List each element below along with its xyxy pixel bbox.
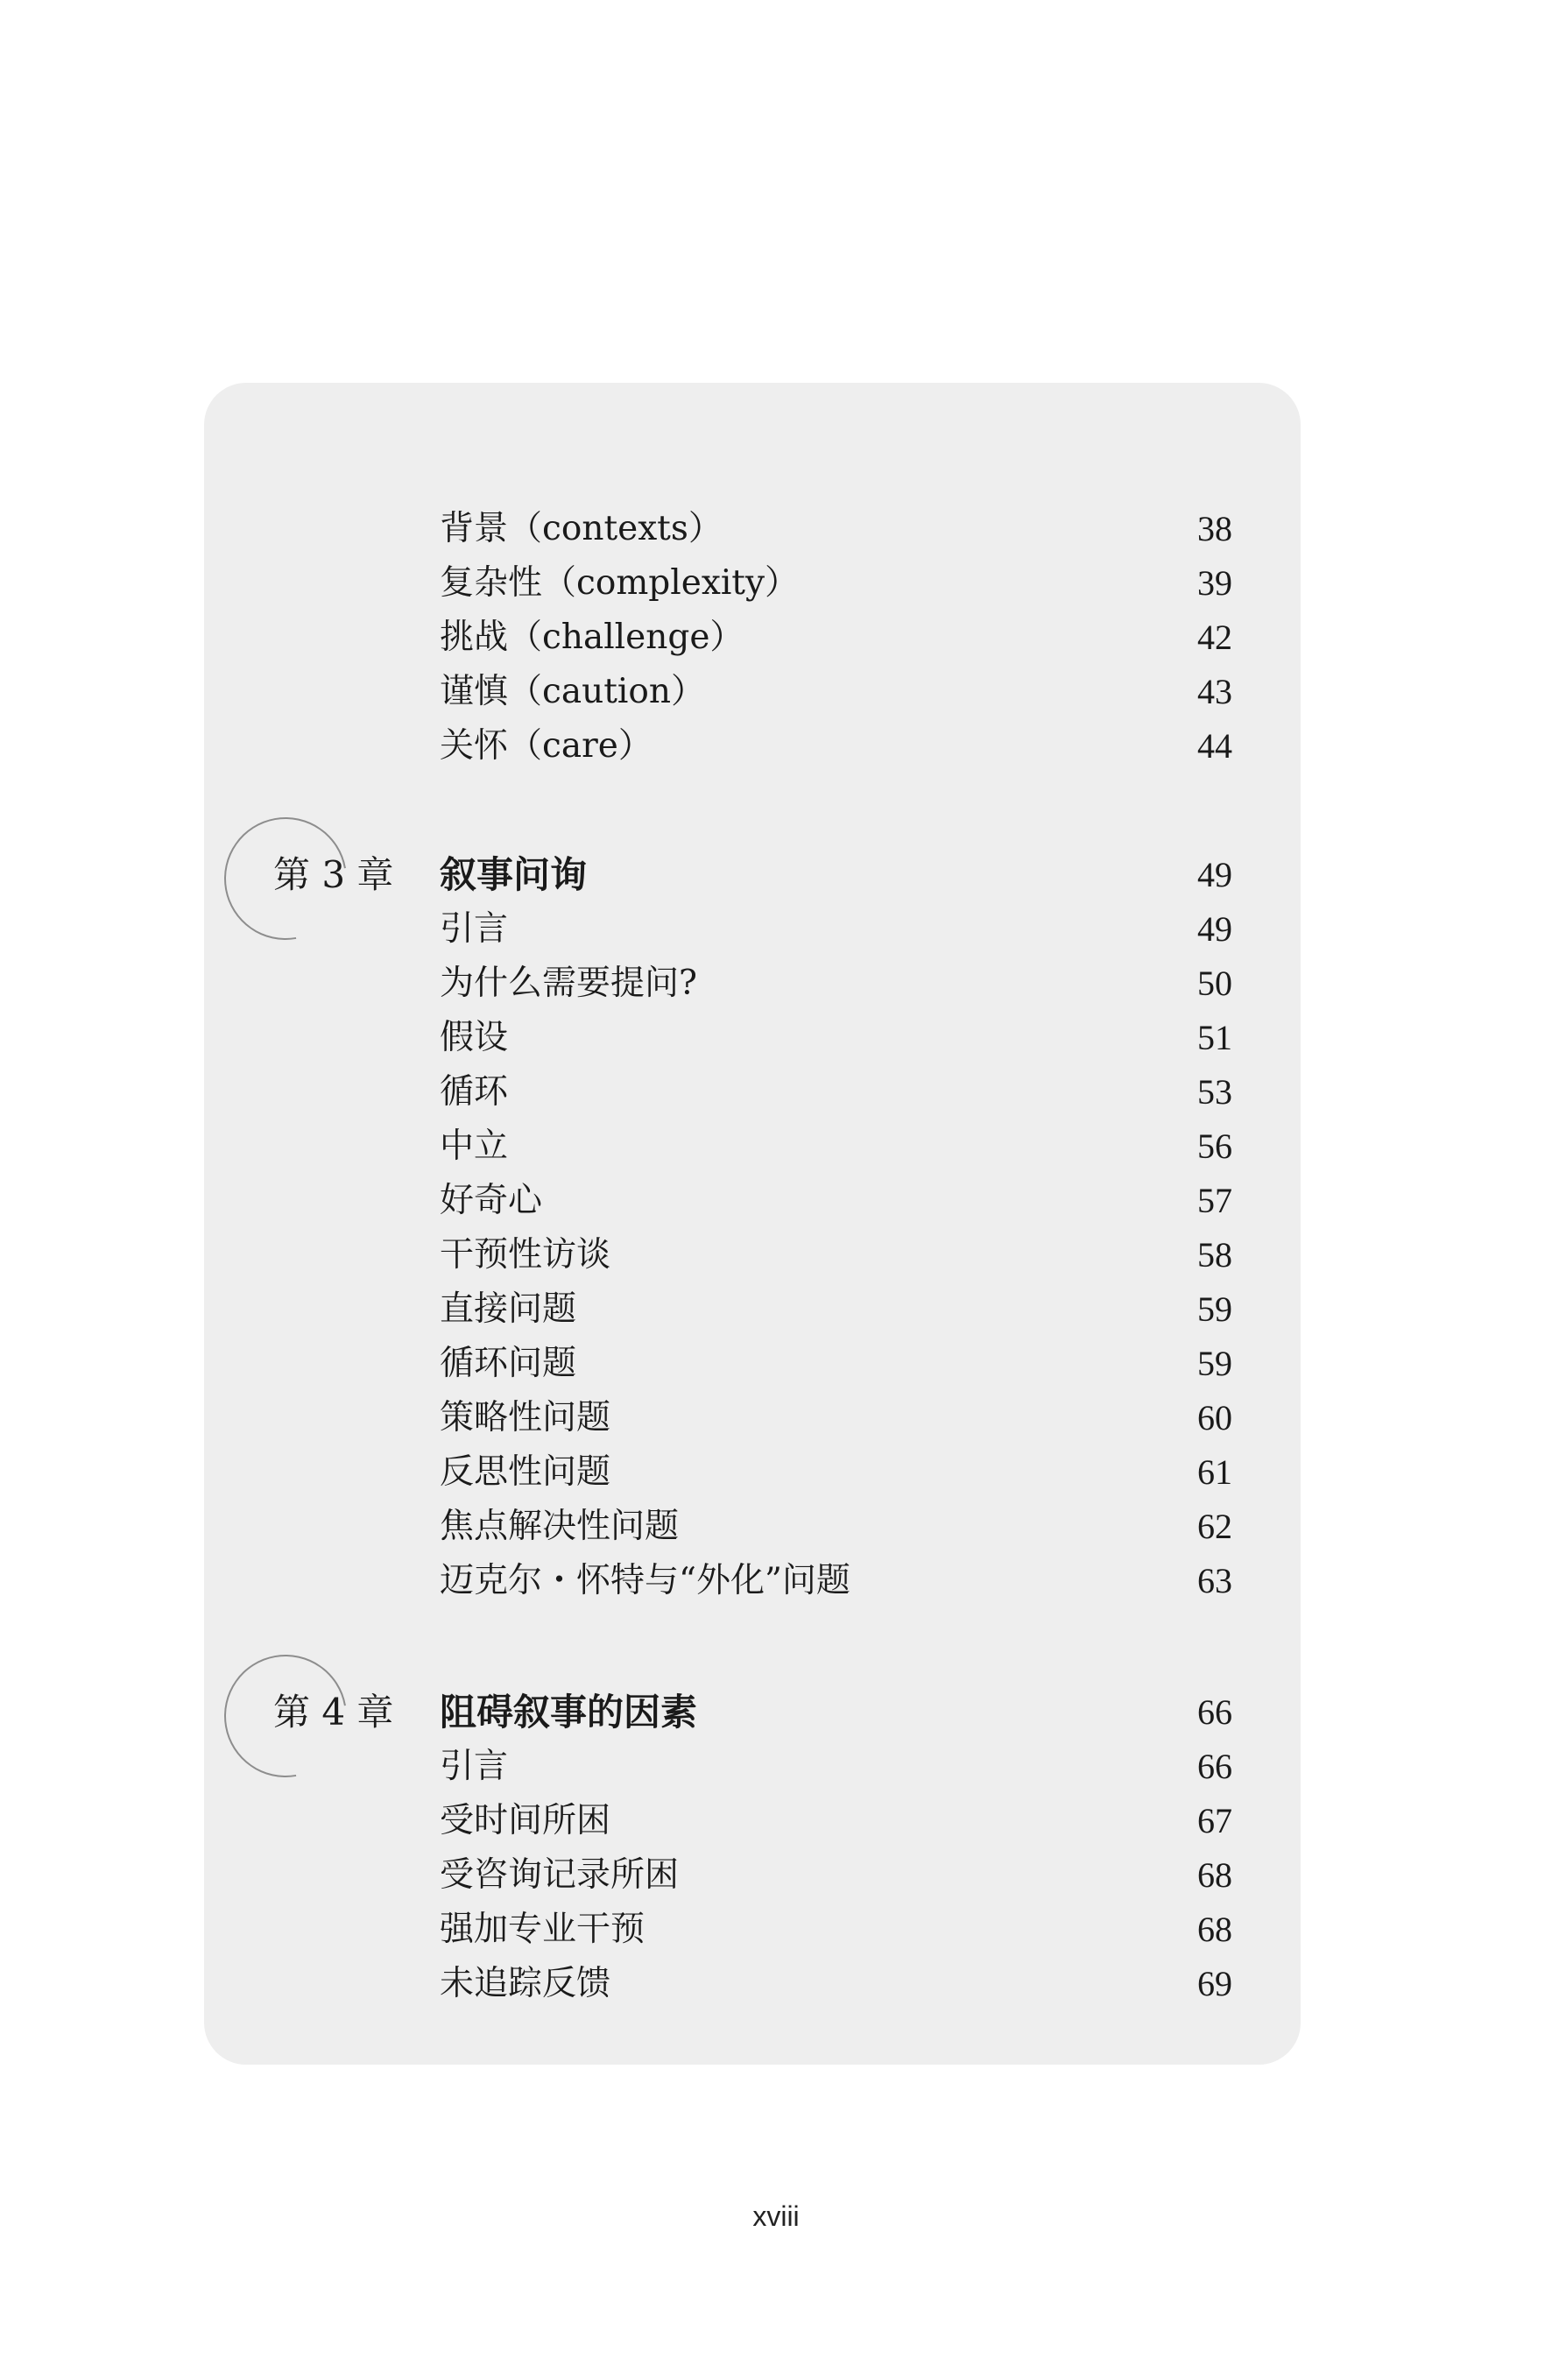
toc-entry[interactable] — [204, 1119, 1301, 1174]
chapter-page: 66 — [1197, 1692, 1232, 1732]
chapter-title: 叙事问询 — [440, 853, 588, 896]
toc-entry-page: 59 — [1197, 1344, 1232, 1383]
toc-entry[interactable] — [204, 611, 1301, 665]
toc-entry-page: 49 — [1197, 909, 1232, 949]
toc-entry-title: 焦点解决性问题 — [440, 1507, 680, 1546]
toc-entry[interactable] — [204, 1337, 1301, 1391]
toc-entry-page: 69 — [1197, 1964, 1232, 2003]
chapter-label: 第 3 章 — [273, 853, 394, 896]
toc-entry[interactable] — [204, 1282, 1301, 1337]
toc-entry-title: 引言 — [440, 909, 509, 949]
toc-entry-title: 迈克尔・怀特与“外化”问题 — [440, 1561, 850, 1600]
toc-entry-page: 57 — [1197, 1181, 1232, 1220]
toc-entry-page: 59 — [1197, 1289, 1232, 1329]
toc-entry[interactable] — [204, 1065, 1301, 1119]
toc-entry[interactable] — [204, 1794, 1301, 1848]
toc-entry-page: 42 — [1197, 618, 1232, 657]
page-folio: xviii — [752, 2200, 800, 2232]
toc-entry-title: 为什么需要提问? — [440, 964, 697, 1003]
toc-entry-title: 策略性问题 — [440, 1398, 611, 1437]
toc-panel — [204, 383, 1301, 2065]
toc-entry[interactable] — [204, 665, 1301, 719]
chapter-page: 49 — [1197, 855, 1232, 894]
toc-entry-page: 39 — [1197, 563, 1232, 603]
chapter-title: 阻碍叙事的因素 — [440, 1691, 698, 1734]
toc-entry[interactable] — [204, 1445, 1301, 1500]
toc-entry-title: 中立 — [440, 1126, 509, 1166]
toc-entry[interactable] — [204, 1903, 1301, 1957]
toc-entry-page: 63 — [1197, 1561, 1232, 1600]
toc-entry-title: 假设 — [440, 1018, 509, 1057]
toc-entry-title: 挑战（challenge） — [440, 618, 744, 657]
toc-entry[interactable] — [204, 1174, 1301, 1228]
toc-entry[interactable] — [204, 1391, 1301, 1445]
toc-entry-page: 66 — [1197, 1747, 1232, 1786]
toc-entry-page: 38 — [1197, 509, 1232, 548]
toc-entry-page: 67 — [1197, 1801, 1232, 1840]
toc-entry-title: 强加专业干预 — [440, 1910, 645, 1949]
toc-entry-title: 复杂性（complexity） — [440, 563, 799, 603]
toc-entry[interactable] — [204, 1500, 1301, 1554]
chapter-label: 第 4 章 — [273, 1691, 394, 1734]
toc-entry[interactable] — [204, 719, 1301, 773]
toc-entry-page: 53 — [1197, 1072, 1232, 1112]
toc-entry[interactable] — [204, 1228, 1301, 1282]
toc-entry-page: 56 — [1197, 1126, 1232, 1166]
toc-entry-title: 直接问题 — [440, 1289, 577, 1329]
toc-entry-page: 58 — [1197, 1235, 1232, 1275]
toc-entry-title: 干预性访谈 — [440, 1235, 611, 1275]
toc-entry-title: 受咨询记录所困 — [440, 1855, 680, 1895]
toc-entry[interactable] — [204, 502, 1301, 556]
toc-entry-title: 受时间所困 — [440, 1801, 611, 1840]
toc-entry[interactable] — [204, 1740, 1301, 1794]
toc-entry[interactable] — [204, 556, 1301, 611]
chapter-heading[interactable] — [204, 1685, 1301, 1740]
toc-entry-title: 反思性问题 — [440, 1452, 611, 1492]
toc-entry-page: 68 — [1197, 1910, 1232, 1949]
toc-entry[interactable] — [204, 1011, 1301, 1065]
toc-entry-title: 背景（contexts） — [440, 509, 723, 548]
toc-entry-title: 未追踪反馈 — [440, 1964, 611, 2003]
toc-entry[interactable] — [204, 957, 1301, 1011]
toc-entry[interactable] — [204, 1848, 1301, 1903]
toc-entry[interactable] — [204, 1957, 1301, 2011]
chapter-heading[interactable] — [204, 848, 1301, 902]
toc-entry-title: 循环 — [440, 1072, 509, 1112]
toc-entry-page: 62 — [1197, 1507, 1232, 1546]
toc-entry-page: 61 — [1197, 1452, 1232, 1492]
toc-entry-title: 关怀（care） — [440, 726, 653, 766]
toc-entry-title: 谨慎（caution） — [440, 672, 705, 711]
toc-entry-page: 44 — [1197, 726, 1232, 766]
toc-entry[interactable] — [204, 902, 1301, 957]
toc-entry-page: 43 — [1197, 672, 1232, 711]
toc-entry-page: 60 — [1197, 1398, 1232, 1437]
toc-entry-title: 引言 — [440, 1747, 509, 1786]
toc-entry-title: 好奇心 — [440, 1181, 543, 1220]
toc-entry-page: 68 — [1197, 1855, 1232, 1895]
toc-entry-title: 循环问题 — [440, 1344, 577, 1383]
toc-entry-page: 51 — [1197, 1018, 1232, 1057]
toc-entry[interactable] — [204, 1554, 1301, 1608]
toc-entry-page: 50 — [1197, 964, 1232, 1003]
